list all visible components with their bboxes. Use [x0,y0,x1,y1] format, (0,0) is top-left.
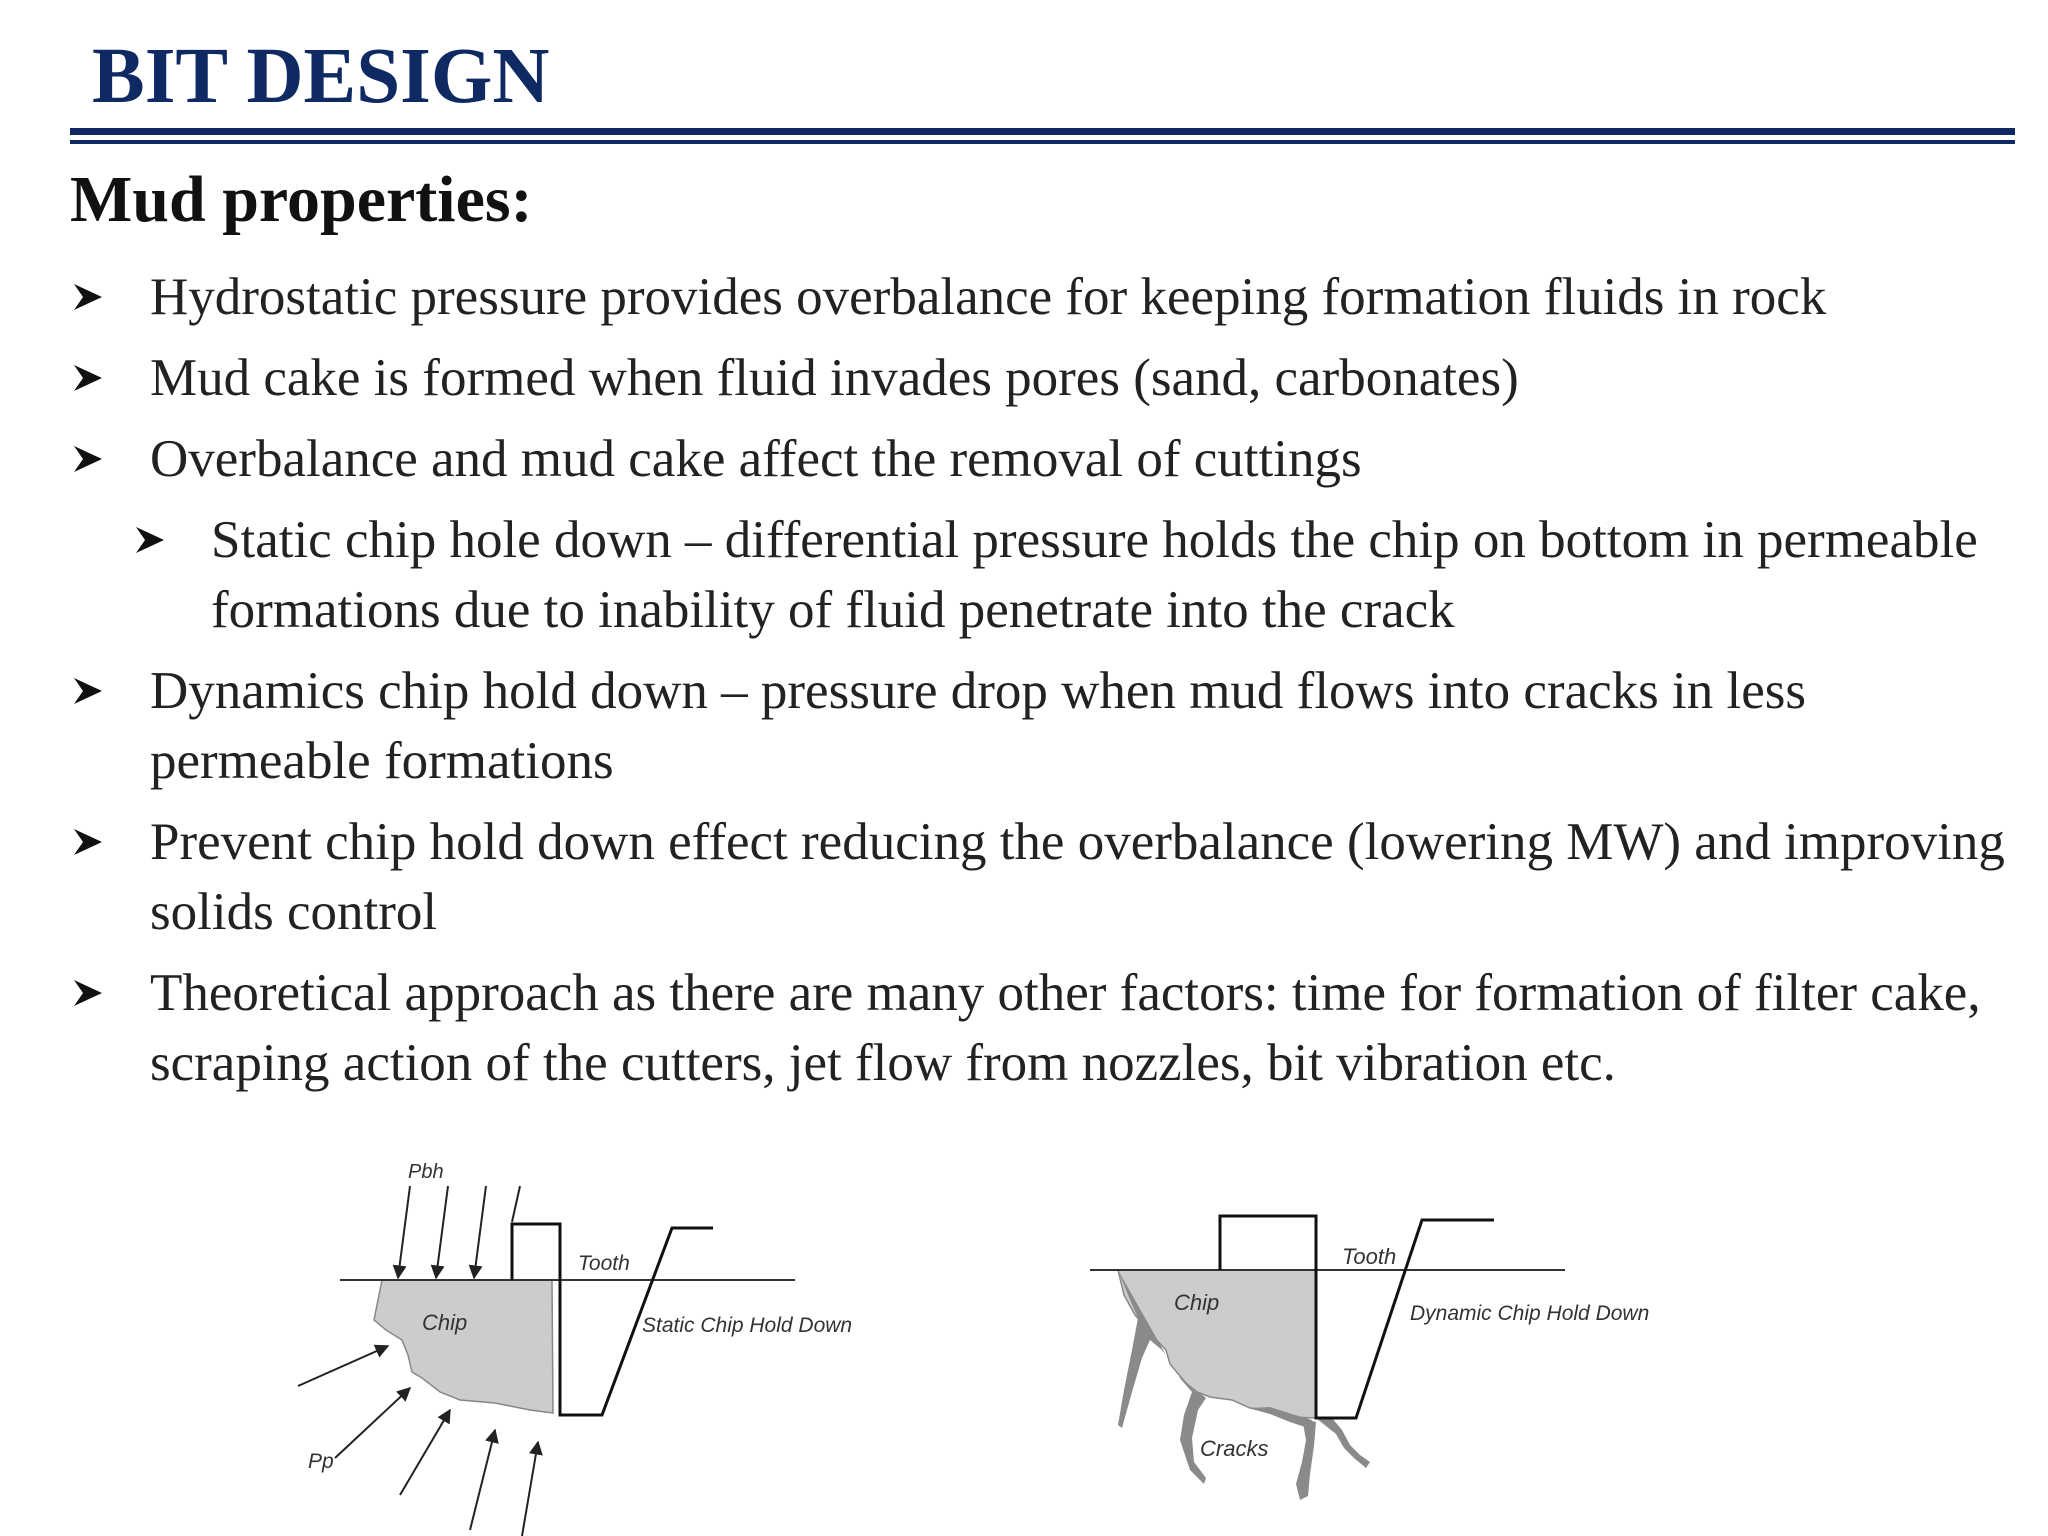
arrowhead-bullet-icon [72,282,104,312]
bullet-item [0,656,2048,796]
chip-label: Chip [1174,1290,1220,1315]
bullet-list [0,262,2048,1109]
bullet-text: Overbalance and mud cake affect the removal of cuttings [150,430,1362,488]
cracks-label: Cracks [1200,1436,1269,1461]
arrowhead-bullet-icon [72,676,104,706]
pbh-arrow [512,1186,520,1222]
bullet-item [0,958,2048,1098]
tooth-label: Tooth [578,1252,630,1275]
arrowhead-bullet-icon [72,363,104,393]
bullet-text: Hydrostatic pressure provides overbalance for keeping formation fluids in rock [150,268,1827,326]
pp-arrow [400,1410,450,1495]
title-rule-thin [70,140,2015,144]
arrowhead-bullet-icon [134,525,166,555]
sub-bullet-item [0,505,2048,645]
static-chip-hold-down-diagram [290,1150,870,1536]
bullet-text: Prevent chip hold down effect reducing the overbalance (lowering MW) and improving solids control [150,813,2005,941]
section-heading: Mud properties: [70,163,533,236]
pp-label: Pp [308,1450,334,1473]
chip-label: Chip [422,1310,468,1335]
bullet-text: Dynamics chip hold down – pressure drop when mud flows into cracks in less permeable formations [150,662,1806,790]
bullet-text: Theoretical approach as there are many other factors: time for formation of filter cake, scraping action of the cutters, jet flow from nozzles, bit vibration etc. [150,964,1981,1092]
arrowhead-bullet-icon [72,978,104,1008]
chip-shape [374,1280,553,1413]
arrowhead-bullet-icon [72,444,104,474]
dynamic-caption: Dynamic Chip Hold Down [1410,1302,1650,1325]
pp-arrow [522,1442,538,1536]
crack-shape [1316,1418,1370,1468]
arrowhead-bullet-icon [72,827,104,857]
dynamic-chip-hold-down-diagram [1080,1200,1700,1520]
bullet-item [0,424,2048,494]
bullet-item [0,262,2048,332]
pbh-arrow [474,1186,486,1278]
pp-arrow [470,1430,495,1530]
tooth-label: Tooth [1342,1244,1397,1269]
bullet-text: Mud cake is formed when fluid invades pores (sand, carbonates) [150,349,1519,407]
pbh-label: Pbh [408,1161,444,1183]
static-caption: Static Chip Hold Down [642,1314,853,1337]
bullet-text: Static chip hole down – differential pressure holds the chip on bottom in permeable formations due to inability of fluid penetrate into the crack [211,511,1978,639]
title-rule-thick [70,128,2015,135]
bullet-item [0,807,2048,947]
pbh-arrow [436,1186,448,1278]
pp-arrow [298,1346,388,1386]
slide-title: BIT DESIGN [92,33,550,120]
bullet-item [0,343,2048,413]
pp-arrow [335,1388,410,1458]
pbh-arrow [398,1186,410,1278]
crack-shape [1296,1418,1316,1500]
